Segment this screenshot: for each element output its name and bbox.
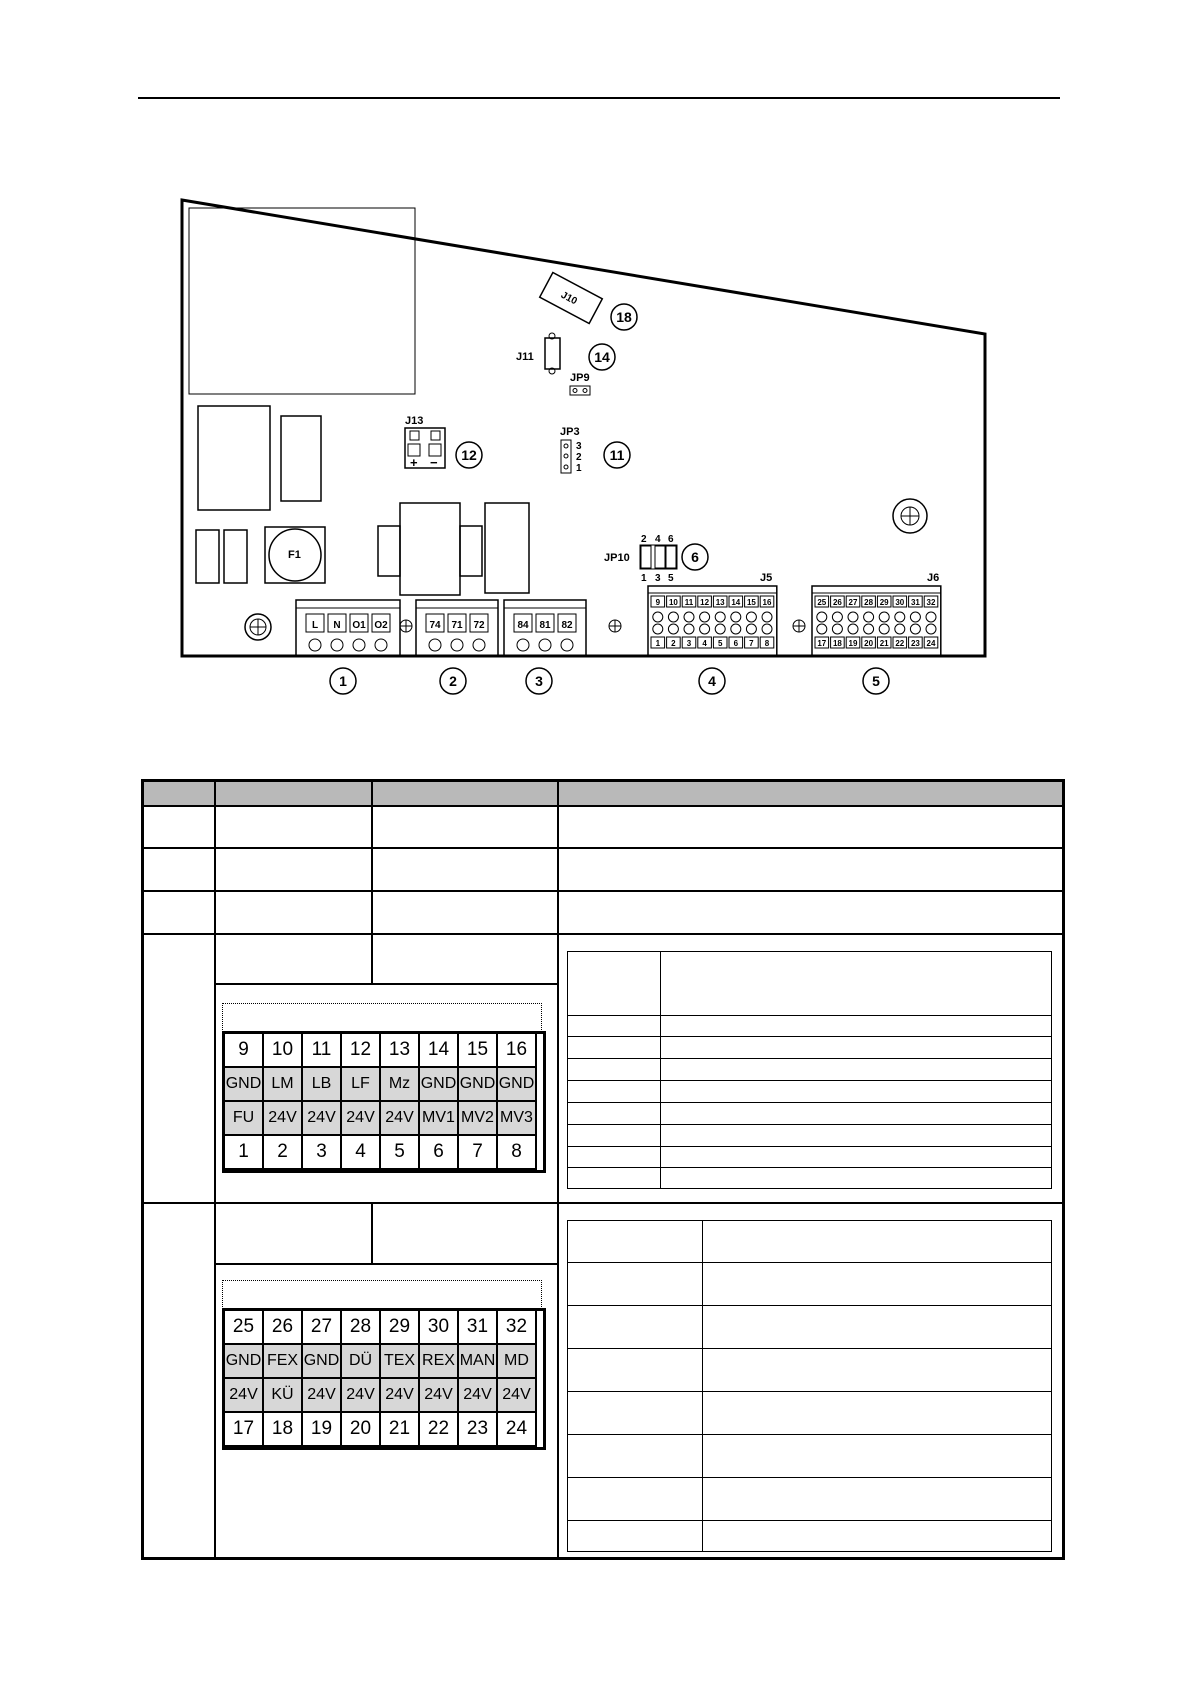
pin-label: 32	[926, 598, 936, 607]
svg-text:5: 5	[668, 573, 674, 584]
pin-label: 13	[715, 598, 725, 607]
pin-number-cell: 21	[380, 1412, 419, 1446]
pin-label: 29	[879, 598, 889, 607]
pin-label: 25	[817, 598, 827, 607]
svg-text:12: 12	[461, 447, 477, 463]
pin-number-cell: 31	[458, 1310, 497, 1344]
pin-signal-cell: GND	[419, 1067, 458, 1101]
pin-signal-cell: REX	[419, 1344, 458, 1378]
pin-number-cell: 17	[224, 1412, 263, 1446]
pin-number-cell: 32	[497, 1310, 536, 1344]
svg-text:2: 2	[641, 534, 647, 545]
pin-signal-cell: GND	[458, 1067, 497, 1101]
pin-label: 26	[832, 598, 842, 607]
col-line-2b	[371, 1202, 373, 1265]
pin-label: 16	[762, 598, 772, 607]
svg-text:18: 18	[616, 309, 632, 325]
terminal-label: 81	[539, 620, 551, 631]
table-header-row	[144, 782, 1062, 807]
via-2	[609, 620, 621, 632]
svg-text:J10: J10	[558, 289, 579, 308]
pin-label: 4	[702, 639, 707, 648]
pin-signal-cell: 24V	[458, 1378, 497, 1412]
svg-text:−: −	[430, 455, 438, 470]
pin-signal-cell: FEX	[263, 1344, 302, 1378]
pin-label: 22	[895, 639, 905, 648]
pin-label: 5	[717, 639, 723, 648]
pin-signal-cell: MV1	[419, 1101, 458, 1135]
svg-text:4: 4	[655, 534, 661, 545]
pin-label: 27	[848, 598, 858, 607]
pin-label: 11	[684, 598, 694, 607]
pin-signal-cell: 24V	[341, 1101, 380, 1135]
jp9-label: JP9	[570, 372, 590, 384]
pin-signal-cell: 24V	[380, 1101, 419, 1135]
pin-number-cell: 18	[263, 1412, 302, 1446]
j5-grid-caption-box	[222, 1003, 542, 1032]
pin-number-cell: 22	[419, 1412, 458, 1446]
pin-signal-cell: LF	[341, 1067, 380, 1101]
pin-number-cell: 8	[497, 1135, 536, 1169]
callout-4	[699, 668, 725, 694]
pin-signal-cell: FU	[224, 1101, 263, 1135]
jp10-label: JP10	[604, 552, 630, 564]
pin-signal-cell: DÜ	[341, 1344, 380, 1378]
pin-label: 6	[733, 639, 739, 648]
pin-signal-cell: LM	[263, 1067, 302, 1101]
pin-label: 19	[848, 639, 858, 648]
pin-label: 1	[655, 639, 661, 648]
pin-label: 30	[895, 598, 905, 607]
pin-label: 12	[700, 598, 710, 607]
callout-2	[440, 668, 466, 694]
svg-text:3: 3	[655, 573, 661, 584]
pin-signal-cell: LB	[302, 1067, 341, 1101]
pin-number-cell: 5	[380, 1135, 419, 1169]
j5-description-table	[567, 951, 1052, 1189]
pin-label: 7	[749, 639, 754, 648]
terminal-label: 72	[473, 620, 485, 631]
pin-label: 24	[926, 639, 936, 648]
svg-text:2: 2	[449, 673, 457, 689]
pin-number-cell: 19	[302, 1412, 341, 1446]
pin-label: 28	[864, 598, 874, 607]
j13-label: J13	[405, 415, 424, 427]
terminal-label: 82	[561, 620, 573, 631]
col-line-2	[371, 782, 373, 985]
row-line-2	[144, 890, 1062, 892]
pin-signal-cell: 24V	[302, 1101, 341, 1135]
row-line-3	[144, 933, 1062, 935]
pin-signal-cell: KÜ	[263, 1378, 302, 1412]
pin-signal-cell: GND	[224, 1067, 263, 1101]
pin-number-cell: 20	[341, 1412, 380, 1446]
board-outline	[182, 200, 985, 656]
terminal-label: O2	[374, 620, 388, 631]
pin-label: 2	[671, 639, 676, 648]
svg-text:5: 5	[872, 673, 880, 689]
pin-signal-cell: GND	[302, 1344, 341, 1378]
row-line-1	[144, 847, 1062, 849]
pin-number-cell: 11	[302, 1033, 341, 1067]
callout-6	[682, 544, 708, 570]
pin-number-cell: 23	[458, 1412, 497, 1446]
svg-text:3: 3	[535, 673, 543, 689]
pin-label: 18	[832, 639, 842, 648]
pin-signal-cell: MV3	[497, 1101, 536, 1135]
pin-signal-cell: MAN	[458, 1344, 497, 1378]
j6-pin-grid	[222, 1308, 546, 1450]
pin-label: 15	[746, 598, 756, 607]
callout-18	[611, 304, 637, 330]
svg-text:6: 6	[668, 534, 674, 545]
pin-label: 9	[655, 598, 661, 607]
callout-14	[589, 344, 615, 370]
pin-label: 20	[864, 639, 874, 648]
via-3	[793, 620, 805, 632]
pin-number-cell: 1	[224, 1135, 263, 1169]
jp3-label: JP3	[560, 426, 580, 438]
circuit-board-diagram	[0, 0, 1191, 720]
pin-signal-cell: 24V	[224, 1378, 263, 1412]
pin-label: 31	[910, 598, 920, 607]
via-1	[400, 620, 412, 632]
terminal-label: 71	[451, 620, 463, 631]
pin-number-cell: 15	[458, 1033, 497, 1067]
pin-signal-cell: Mz	[380, 1067, 419, 1101]
callout-3	[526, 668, 552, 694]
pin-signal-cell: 24V	[263, 1101, 302, 1135]
pin-number-cell: 16	[497, 1033, 536, 1067]
svg-text:14: 14	[594, 349, 610, 365]
pin-number-cell: 12	[341, 1033, 380, 1067]
pin-signal-cell: MV2	[458, 1101, 497, 1135]
pin-number-cell: 4	[341, 1135, 380, 1169]
terminal-label: N	[333, 620, 341, 631]
pin-label: 23	[910, 639, 920, 648]
pin-signal-cell: 24V	[497, 1378, 536, 1412]
svg-text:11: 11	[609, 447, 625, 463]
pin-number-cell: 10	[263, 1033, 302, 1067]
pin-signal-cell: MD	[497, 1344, 536, 1378]
j6-description-table	[567, 1220, 1052, 1552]
fuse-label: F1	[288, 549, 301, 561]
callout-12	[456, 442, 482, 468]
pin-label: 3	[686, 639, 692, 648]
pin-signal-cell: 24V	[341, 1378, 380, 1412]
pin-signal-cell: 24V	[302, 1378, 341, 1412]
callout-5	[863, 668, 889, 694]
pin-label: 21	[879, 639, 889, 648]
pin-label: 17	[817, 639, 827, 648]
row-line-j6-sub	[214, 1263, 559, 1265]
terminal-table	[141, 779, 1065, 1560]
j11-label: J11	[516, 351, 534, 363]
pin-signal-cell: GND	[497, 1067, 536, 1101]
svg-text:2: 2	[576, 452, 582, 463]
row-line-4	[144, 1202, 1062, 1204]
pin-signal-cell: GND	[224, 1344, 263, 1378]
j6-label: J6	[927, 572, 940, 584]
svg-text:1: 1	[576, 463, 582, 474]
pin-number-cell: 25	[224, 1310, 263, 1344]
pin-number-cell: 24	[497, 1412, 536, 1446]
pin-number-cell: 14	[419, 1033, 458, 1067]
callout-11	[604, 442, 630, 468]
terminal-label: L	[311, 620, 319, 631]
row-line-j5-sub	[214, 983, 559, 985]
j6-grid-caption-box	[222, 1280, 542, 1309]
svg-text:4: 4	[708, 673, 716, 689]
svg-text:+: +	[410, 455, 418, 470]
pin-number-cell: 28	[341, 1310, 380, 1344]
pin-number-cell: 6	[419, 1135, 458, 1169]
col-line-3	[557, 782, 559, 1557]
svg-text:3: 3	[576, 441, 582, 452]
pin-number-cell: 7	[458, 1135, 497, 1169]
col-line-1	[214, 782, 216, 1557]
svg-text:1: 1	[339, 673, 347, 689]
pin-label: 8	[764, 639, 770, 648]
pin-signal-cell: TEX	[380, 1344, 419, 1378]
svg-text:6: 6	[691, 549, 699, 565]
pin-number-cell: 27	[302, 1310, 341, 1344]
terminal-label: O1	[352, 620, 366, 631]
svg-text:1: 1	[641, 573, 647, 584]
pin-number-cell: 29	[380, 1310, 419, 1344]
pin-label: 14	[731, 598, 741, 607]
pin-signal-cell: 24V	[419, 1378, 458, 1412]
j5-pin-grid	[222, 1031, 546, 1173]
pin-number-cell: 30	[419, 1310, 458, 1344]
pin-number-cell: 9	[224, 1033, 263, 1067]
pin-number-cell: 13	[380, 1033, 419, 1067]
pin-label: 10	[668, 598, 678, 607]
callout-1	[330, 668, 356, 694]
pin-number-cell: 26	[263, 1310, 302, 1344]
j5-label: J5	[760, 572, 773, 584]
pin-signal-cell: 24V	[380, 1378, 419, 1412]
terminal-label: 74	[429, 620, 441, 631]
pin-number-cell: 2	[263, 1135, 302, 1169]
pin-number-cell: 3	[302, 1135, 341, 1169]
terminal-label: 84	[517, 620, 529, 631]
